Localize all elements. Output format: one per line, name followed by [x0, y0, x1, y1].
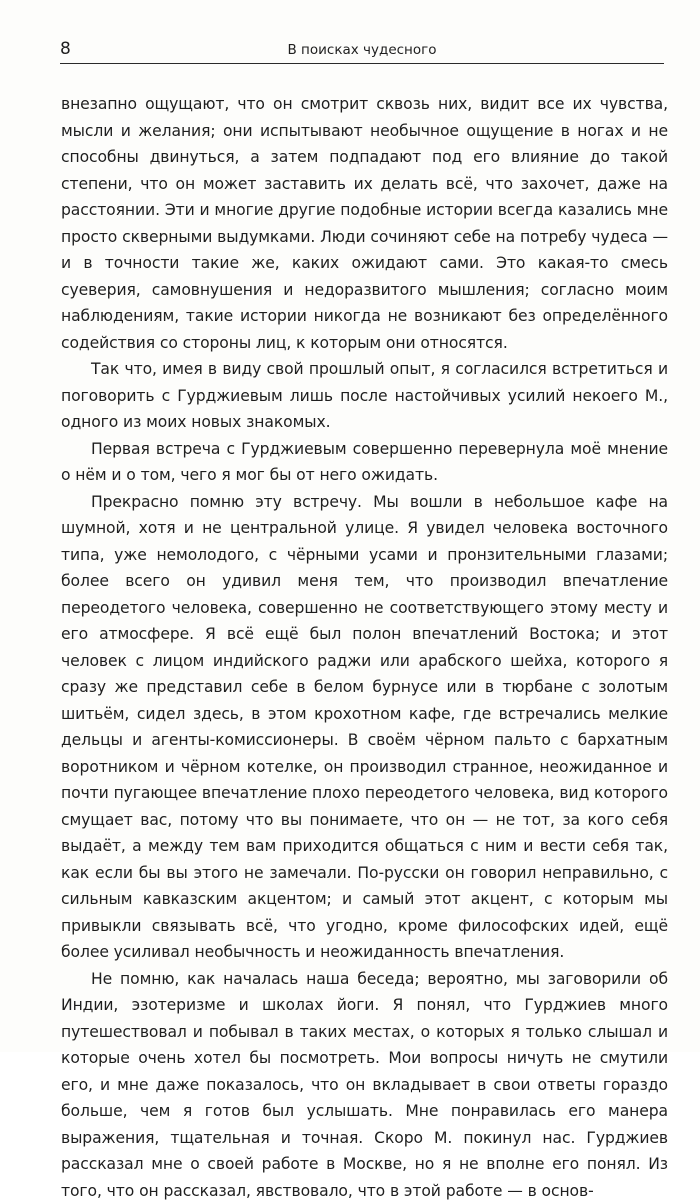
running-title: В поисках чудесного: [60, 40, 664, 60]
paragraph-continuation: внезапно ощущают, что он смотрит сквозь них, видит все их чувства, мысли и желания; они испытывают необычное ощущение в ногах и не способны двинуться, а затем подпадают под его влияние до такой степени, что он может заставить их делать всё, что захочет, даже на расстоянии. Эти и многие другие подобные истории всегда казались мне просто скверными выдумками. Люди сочиняют себе на потребу чудеса — и в точности такие же, каких ожидают сами. Это какая-то смесь суеверия, самовнушения и недоразвитого мышления; согласно моим наблюдениям, такие истории никогда не возникают без определённого содействия со стороны лиц, к которым они относятся.: [61, 91, 668, 356]
header-rule: [60, 63, 664, 64]
body-text: [61, 91, 668, 1204]
paragraph: Не помню, как началась наша беседа; вероятно, мы заговорили об Индии, эзотеризме и школах йоги. Я понял, что Гурджиев много путешествовал и побывал в таких местах, о которых я только слышал и которые очень хотел бы посмотреть. Мои вопросы ничуть не смутили его, и мне даже показалось, что он вкладывает в свои ответы гораздо больше, чем я готов был услышать. Мне понравилась его манера выражения, тщательная и точная. Скоро М. покинул нас. Гурджиев рассказал мне о своей работе в Москве, но я не вполне его понял. Из того, что он рассказал, явствовало, что в этой работе — в основ-: [61, 966, 668, 1204]
page-number: 8: [60, 38, 71, 60]
page-header: [60, 38, 664, 64]
paragraph: Прекрасно помню эту встречу. Мы вошли в небольшое кафе на шумной, хотя и не центральной улице. Я увидел человека восточного типа, уже немолодого, с чёрными усами и пронзительными глазами; более всего он удивил меня тем, что производил впечатление переодетого человека, совершенно не соответствующего этому месту и его атмосфере. Я всё ещё был полон впечатлений Востока; и этот человек с лицом индийского раджи или арабского шейха, которого я сразу же представил себе в белом бурнусе или в тюрбане с золотым шитьём, сидел здесь, в этом крохотном кафе, где встречались мелкие дельцы и агенты-комиссионеры. В своём чёрном пальто с бархатным воротником и чёрном котелке, он производил странное, неожиданное и почти пугающее впечатление плохо переодетого человека, вид которого смущает вас, потому что вы понимаете, что он — не тот, за кого себя выдаёт, а между тем вам приходится общаться с ним и вести себя так, как если бы вы этого не замечали. По-русски он говорил неправильно, с сильным кавказским акцентом; и самый этот акцент, с которым мы привыкли связывать всё, что угодно, кроме философских идей, ещё более усиливал необычность и неожиданность впечатления.: [61, 489, 668, 966]
paragraph: Первая встреча с Гурджиевым совершенно перевернула моё мнение о нём и о том, чего я мог бы от него ожидать.: [61, 436, 668, 489]
paragraph: Так что, имея в виду свой прошлый опыт, я согласился встретиться и поговорить с Гурджиевым лишь после настойчивых усилий некоего М., одного из моих новых знакомых.: [61, 356, 668, 436]
